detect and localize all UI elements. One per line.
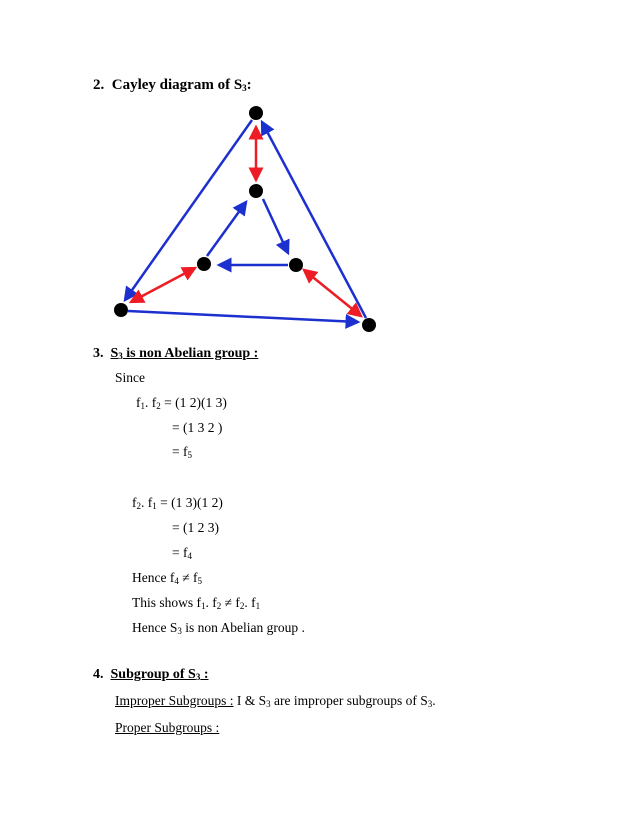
node-inner-left	[197, 257, 211, 271]
title-part: S	[110, 346, 119, 361]
node-right	[362, 318, 376, 332]
subscript: 5	[187, 450, 192, 460]
improper-subgroups-line	[115, 693, 436, 709]
subscript: 2	[216, 601, 222, 611]
section-title	[111, 346, 259, 361]
title-part: is non Abelian group :	[122, 346, 259, 361]
section-number: 2.	[93, 77, 105, 93]
subscript: 4	[174, 576, 179, 586]
title-part: :	[200, 667, 209, 682]
section-title-end: :	[246, 77, 252, 93]
equation-line-8	[132, 595, 260, 611]
section-3-heading	[93, 346, 258, 362]
blue-edge-left-to-right	[128, 311, 358, 322]
blue-edge-right-to-top	[262, 122, 366, 318]
conclusion-line	[132, 620, 305, 636]
subscript: 2	[156, 401, 161, 411]
text: This shows f	[132, 595, 202, 610]
title-part: Subgroup of S	[110, 667, 196, 682]
equation-line-3	[172, 444, 192, 460]
subscript: 3	[242, 83, 247, 93]
section-number: 4.	[93, 667, 104, 682]
text: . f	[244, 595, 256, 610]
equation-line-6	[172, 545, 192, 561]
equation-line-1	[136, 395, 227, 411]
subscript: 2	[239, 601, 245, 611]
subscript: 5	[197, 576, 203, 586]
text: . f	[145, 395, 157, 410]
node-top	[249, 106, 263, 120]
subscript: 3	[118, 351, 123, 361]
node-inner-top	[249, 184, 263, 198]
improper-subgroups-label: Improper Subgroups :	[115, 693, 234, 708]
node-inner-right	[289, 258, 303, 272]
text: f	[132, 495, 137, 510]
text: = (1 3)(1 2)	[156, 495, 223, 510]
equation-line-7	[132, 570, 202, 586]
equation-line-2: = (1 3 2 )	[172, 420, 223, 435]
text: ≠ f	[178, 570, 198, 585]
text: Hence S	[132, 620, 178, 635]
text: .	[432, 693, 436, 708]
subscript: 3	[427, 699, 433, 709]
text: . f	[141, 495, 153, 510]
text: Hence f	[132, 570, 175, 585]
node-left	[114, 303, 128, 317]
equation-line-4	[132, 495, 223, 511]
text: ≠ f	[221, 595, 240, 610]
text: = (1 2)(1 3)	[160, 395, 227, 410]
equation-line-5: = (1 2 3)	[172, 520, 219, 535]
subscript: 3	[195, 672, 201, 682]
text: . f	[205, 595, 217, 610]
subscript: 1	[201, 601, 206, 611]
red-edge-left	[131, 268, 195, 302]
subscript: 4	[187, 551, 192, 561]
subscript: 1	[152, 501, 157, 511]
since-text: Since	[115, 370, 145, 385]
section-4-heading	[93, 667, 209, 683]
text: f	[136, 395, 141, 410]
text: I & S	[233, 693, 267, 708]
section-number: 3.	[93, 346, 104, 361]
blue-edge-top-to-left	[125, 120, 252, 300]
subscript: 1	[140, 401, 145, 411]
blue-edge-inner-left-to-top	[207, 202, 246, 256]
section-title: Cayley diagram of S	[111, 77, 243, 93]
section-title	[111, 667, 209, 682]
subscript: 3	[266, 699, 271, 709]
subscript: 3	[177, 626, 182, 636]
subscript: 1	[255, 601, 261, 611]
text: = f	[172, 444, 188, 459]
subscript: 2	[136, 501, 141, 511]
text: are improper subgroups of S	[270, 693, 428, 708]
blue-edge-inner-top-to-right	[263, 199, 288, 253]
proper-subgroups-label: Proper Subgroups :	[115, 720, 220, 735]
text: is non Abelian group .	[181, 620, 305, 635]
text: = f	[172, 545, 188, 560]
